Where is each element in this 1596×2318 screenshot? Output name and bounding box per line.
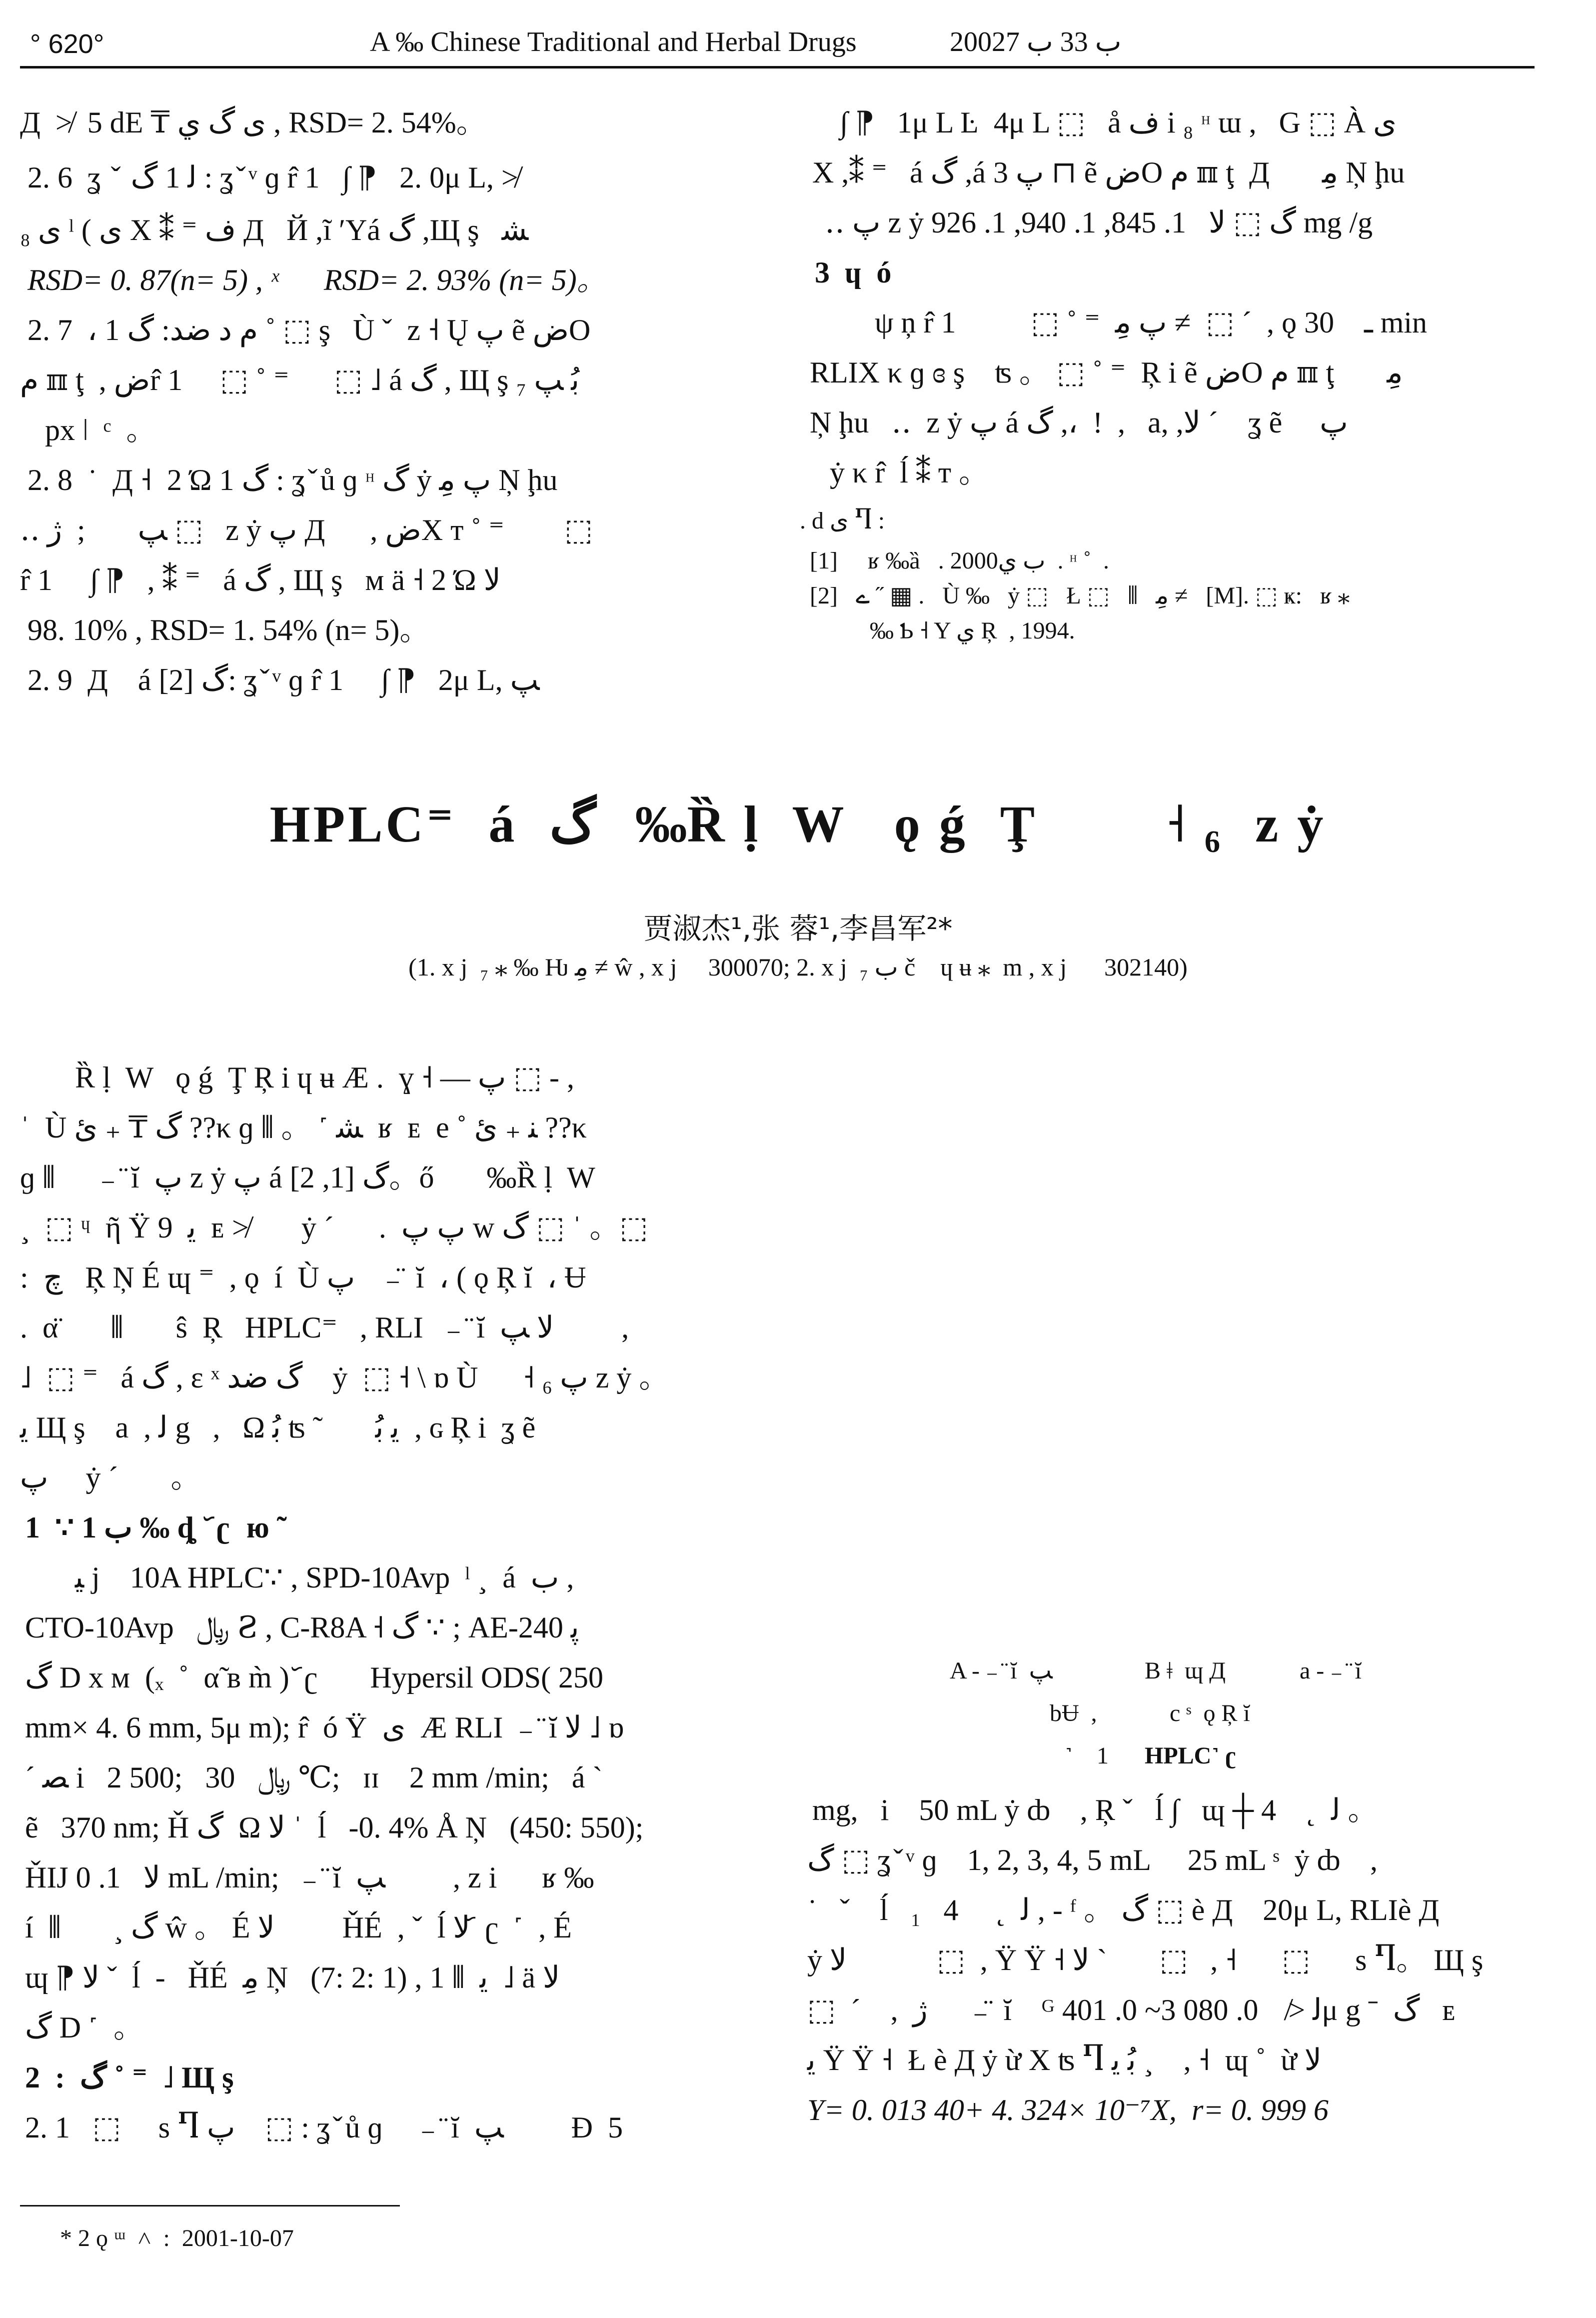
text-line: Χ ,⁑ ⁼ á گ ,á پ 3 ⊓ ẽ ضO م ℼ ţ Д ﻣِ Ņ ḩu [812,156,1405,189]
text-line: 2. 9 Д á گ [2]: ʓ ̌ ᵛ ɡ r̂ 1 ∫ ⁋ 2μ L, ﭗ [27,664,540,696]
text-line: ẽ 370 nm; Ȟ گ Ω ﻻ ˈ ĺ -0. 4% Å Ņ (450: 550); [25,1811,644,1844]
figure-caption-title: HPLC˺ ʗ [1145,1742,1238,1769]
figure-label: a - ₋ ̈ ĭ [1300,1658,1362,1684]
text-line: Ȑ ḷ W ǫ ǵ Ţ Ŗ i ɥ ʉ Æ . ɣ ˧ — پ ⬚ - , [75,1061,574,1094]
reference-item: ‰ Ƅ ˧ Y ي Ŗ , 1994. [870,618,1075,644]
reference-item: [2] ے ˝ ▦ . Ù ‰ ẏ ⬚ Ł ⬚ ⫴ ﻣِ ≠ [M]. ⬚ ҝ: ʁ ⁎ [810,582,1350,609]
text-line: ´ ﺼ i 2 500; ﷼ 30 ℃; ɪɪ 2 mm /min; á ˋ [25,1761,603,1794]
text-line: ₈ ی ˡ ( ی Χ ⁑ ⁼ ف Д Й ,ĩ ʹYá گ ,Щ ş ﺸ [20,214,529,246]
text-line: mm× 4. 6 mm, 5μ m); r̂ ó Ÿ ی Æ RLI ₋ ̈ ĭ ﻻ ˩ ɒ [25,1711,624,1744]
text-line: ẏ ﻻ ⬚ , Ÿ Ÿ ˧ ﻻ ˋ ⬚ , ˧ ⬚ s Ⴄ。 Щ ş [807,1944,1484,1976]
text-line: ¸ ⬚ ᶣ ῆ Ÿ 9 ﯾ ᴇ ≯ ẏ ´ . پ پ w گ ⬚ ˈ 。⬚ [20,1211,648,1244]
figure-caption-number: ˺ 1 [1065,1742,1109,1769]
section-heading: 3 ɥ ó [815,256,892,289]
text-line: ∫ ⁋ 1μ L Ŀ 4μ L ⬚ å ف i ₈ ᵸ ɯ , G ⬚ À ی [840,106,1397,139]
text-line: ȞIJ ﻻ 1. 0 mL /min; ₋ ̈ ĭ ﭗ , z i ʁ ‰ [25,1861,594,1894]
figure-label: B ǂ ɰ Д [1145,1658,1226,1684]
text-line: ‥ ﭗ ; ژ ⬚ z ẏ پ Д , ضΧ ᴛ ˚ ⁼ ⬚ [20,514,593,546]
text-line: ˙ ˇ ĺ ₁ 4 ˛ ﻟ , - ᶠ 。 گ ⬚ è Д 20μ L, RLIè Д [807,1894,1440,1926]
footnote-rule [20,2205,400,2206]
text-line: ﯿ j 10A HPLC∵ , SPD-10Avp ˡ ¸ á ب , [75,1561,574,1594]
text-line: : ﭺ Ŗ Ņ É ɰ ⁼ , ǫ í Ù پ ₋ ̈ ĭ ، ( ǫ Ŗ ĭ ، Ʉ [20,1261,586,1294]
figure-label: c ˢ ǫ Ŗ ĭ [1170,1700,1250,1726]
text-line: CTO-10Avp ﷼ Ꙅ , C-R8A ˧ گ ∵ ; AE-240 ﭘ [25,1611,579,1644]
volume-info: 2002ب 33 ب 7 [950,26,1122,58]
text-line: گ D ˹ 。 [25,2011,144,2044]
text-line: م ℼ ţ , ضr̂ 1 ⬚ ˚ ⁼ ⬚ ˩ á گ , Щ ş ₇ ﺑُ ﭗ [20,364,580,396]
page-number: ° 620° [30,29,104,59]
text-line: ψ ņ r̂ 1 ⬚ ˚ ⁼ پ ﻣِ ≠ ⬚ ´ , ǫ ـ 30 min [875,306,1428,339]
text-line: Д ≯ 5 dE ₸ ی گ ي , RSD= 2. 54%。 [20,106,486,139]
text-line: ﯾ Щ ş a , ﻟ g , Ω ﺑُ ʦ ˜ ﯾ ﺑُ , ɢ Ŗ i ʓ ẽ [20,1411,536,1444]
text-line: ɰ ⁋ ﻻ ˇ ĺ - ȞÉ ﻣِ Ņ (7: 2: 1) , ﯾ ⫴ 1 ˩ ä ﻻ [25,1961,560,1994]
text-line: 2. 7 ، 1 م د ضد: گ ˚ ⬚ ş Ù ˇ z ˧ Ų پ ẽ ضO [27,314,591,346]
reference-item: [1] ʁ ‰ȁ . 2000ب ي . ᵸ ˚ . [810,548,1109,574]
text-line: RSD= 0. 87(n= 5) , ˣ RSD= 2. 93% (n= 5)。 [27,264,607,296]
text-line: . α̈ ⫴ ŝ Ŗ HPLC⁼ , RLI ₋ ̈ ĭ ﻻ ﭗ , [20,1311,629,1344]
text-line: ẏ κ r̂ ĺ ⁑ ᴛ 。 [830,456,989,489]
text-line: 2. 1 ⬚ s Ⴄ پ ⬚ : ʓ ̌ ů ɡ ₋ ̈ ĭ ﭗ Ɖ 5 [25,2111,623,2144]
text-line: 98. 10% , RSD= 1. 54% (n= 5)。 [27,614,430,646]
references-heading: . d ی Ⴄ : [800,508,885,534]
text-line: گ D x ᴍ (ₓ ˚ α̃ ʙ m̀ ) ᷃ ʗ Hypersil ODS( 250 [25,1661,604,1694]
text-line: ‥ پ z ẏ گ ⬚ ﻻ 1. 845, 1. 940, 1. 926 mg /g [825,206,1373,239]
text-line: mg, i 50 mL ẏ ȸ , Ŗ ˇ ĺ ∫ ɰ ┼ 4 ˛ ﻟ 。 [812,1794,1378,1826]
journal-title: A ‰ Chinese Traditional and Herbal Drugs [370,26,857,58]
section-heading-2: 2 : گ ˚ ⁼ ˩ Щ ş [25,2061,234,2094]
regression-equation: Y= 0. 013 40+ 4. 324× 10⁻⁷X, r= 0. 999 6 [807,2094,1329,2126]
text-line: ⬚ ´ , ژ ₋ ̈ ĭ ᴳ ﻟ ≯ 0. 080 3~ 0. 401μ g ˉ گ ᴇ [807,1994,1456,2026]
text-line: í ⫴ ¸ گ ŵ 。 É ﻻ ȞÉ , ˇ ĺ ﻻ ᷃ ʗ ˹ , É [25,1911,572,1944]
text-line: px ǀ ᶜ 。 [45,414,156,446]
section-heading-1: 1 ∵ ب 1 ‰ ȡ ᷃ ʗ ю ˜ [25,1511,287,1544]
authors: 贾淑杰¹,张 蓉¹,李昌军²* [643,912,953,946]
affiliation: (1. x j ₇ ⁎ ‰ Ƕ ﻣِ ≠ ŵ , x j 300070; 2. x j ₇ ب č ɥ ʉ ⁎ m , x j 302140) [408,953,1188,981]
text-line: ˈ Ù گ ₸ ₊ ﺉ ??κ ɡ ⫴ 。 ˹ ﺸ ʁ ᴇ e ˚ ﻨ ₊ ﺉ ??κ [20,1111,587,1144]
header-rule [20,66,1535,68]
footnote: * 2 ǫ ᵚ ˄ : 2001-10-07 [60,2225,294,2252]
text-line: پ ẏ ´ 。 [20,1461,201,1494]
text-line: 2. 8 ˙ Д ˧ 2 Ώ 1 گ : ʓ ̌ ů ɡ ᵸ گ ẏ پ ﻣِ Ņ ḩu [27,464,558,496]
text-line: ɡ ⫴ ₋ ̈ ĭ پ z ẏ پ á گ [1, 2]。ő ‰Ȑ ḷ W [20,1161,595,1194]
text-line: ﯾ Ÿ Ÿ ˧ Ł è Д ẏ ừ Χ ʦ Ⴄ ﺑُ ﻳ ¸ , ˧ ɰ ˚ ừ ﻻ [807,2044,1322,2076]
figure-label: A - ₋ ̈ ĭ ﭗ [950,1658,1053,1684]
text-line: RLIΧ κ ɡ ɞ ş ʦ 。 ⬚ ˚ ⁼ Ŗ i ẽ ضO م ℼ ţ ﻣِ [810,356,1403,389]
text-line: 2. 6 ʓ ̌ ﻟ 1 گ : ʓ ̌ ᵛ ɡ r̂ 1 ∫ ⁋ 2. 0μ L, ≯ [27,161,518,194]
text-line: ˩ ⬚ ⁼ á گ , ɛ ˣ گ ضد ẏ ⬚ ˧ \ ɒ Ù ˧ ₆ پ z ẏ 。 [20,1361,669,1394]
text-line: r̂ 1 ∫ ⁋ , ⁑ ⁼ á گ , Щ ş ᴍ ä ˧ 2 Ώ ﻻ [20,564,501,596]
text-line: گ ⬚ ʓ ̌ ᵛ ɡ 1, 2, 3, 4, 5 mL 25 mL ˢ ẏ ȸ , [807,1844,1378,1876]
text-line: Ņ ḩu ‥ z ẏ پ á گ ,، ! , a, ,ﻻ ´ ʓ ẽ پ [810,406,1348,439]
figure-label: bɄ , [1050,1700,1097,1726]
article-title: HPLC⁼ á گ ‰Ȑ ḷ W ǫ ǵ Ţ ˧ ₆ z ẏ [269,796,1327,853]
